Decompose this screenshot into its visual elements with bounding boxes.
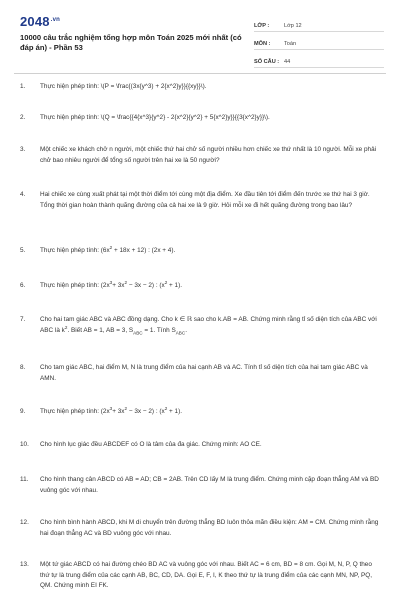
meta-label: MÔN : (254, 41, 271, 47)
question-text: Thực hiện phép tính: $(2x^3+ 3x^2 - 3x - 2)$ : $(x^2 + 1)$. (40, 405, 183, 415)
site-logo[interactable] (20, 14, 60, 29)
question-number: 2. (20, 114, 26, 121)
question-item (20, 113, 382, 124)
question-number: 1. (20, 83, 26, 90)
meta-table (254, 16, 384, 70)
question-text: Một chiếc xe khách chở n người, một chiếc thứ hai chở số người nhiều hơn chiếc xe thứ nhất là 10 người. Mỗi xe phải chở bao nhiêu người để tổng số người trên hai xe là 50 người? (40, 146, 377, 164)
question-item (20, 246, 382, 257)
meta-label: LỚP : (254, 23, 270, 29)
logo-text: 2048 (20, 14, 50, 29)
question-item (20, 518, 382, 539)
meta-row-class (254, 16, 384, 32)
question-text: Cho hình bình hành ABCD, khi M di chuyển trên đường thẳng BD luôn thỏa mãn điều kiện: AM = CM. Chứng minh rằng hai đoạn thẳng AC và BD vuông góc với nhau. (40, 519, 379, 537)
header-divider (14, 73, 386, 74)
question-number: 13. (20, 561, 29, 568)
question-text: Một tứ giác ABCD có hai đường chéo BD AC và vuông góc với nhau. Biết AC = 6 cm, BD = 8 cm. Gọi M, N, P, Q theo thứ tự là trung điểm của các cạnh AB, BC, CD, DA. Gọi E, F, I, K theo thứ tự là trung điểm của các cạnh MN, NP, PQ, QM. Chứng minh EI FK. (40, 561, 373, 589)
question-text: Thực hiện phép tính: \(Q = \frac{{4{x^3}{y^2} - 2{x^2}{y^2} + 5{x^2}y}}{{3{x^2}y}}\). (40, 114, 270, 121)
question-number: 11. (20, 476, 29, 483)
question-text: Thực hiện phép tính: $(2x^3+ 3x^2 - 3x - 2)$ : $(x^2 + 1)$. (40, 279, 183, 289)
question-number: 6. (20, 282, 26, 289)
question-text: Cho hình lục giác đều ABCDEF có O là tâm của đa giác. Chứng minh: AO CE. (40, 441, 262, 448)
question-number: 3. (20, 146, 26, 153)
question-item (20, 315, 382, 336)
question-text: Hai chiếc xe cùng xuất phát tại một thời điểm tới cùng một địa điểm. Xe đầu tiên tới điểm đến trước xe thứ hai 3 giờ. Tổng thời gian hoàn thành quãng đường của cả hai xe là 9 giờ. Hỏi mỗi xe đi hết quãng đường trong bao lâu? (40, 191, 370, 209)
question-number: 4. (20, 191, 26, 198)
question-text: Cho hình thang cân ABCD có AB = AD; CB = 2AB. Trên CD lấy M là trung điểm. Chứng minh cặp đoạn thẳng AM và BD vuông góc với nhau. (40, 476, 379, 494)
question-number: 9. (20, 408, 26, 415)
question-item (20, 190, 382, 211)
question-number: 8. (20, 364, 26, 371)
meta-value: Lớp 12 (284, 23, 302, 29)
question-item (20, 440, 382, 451)
question-number: 5. (20, 247, 26, 254)
meta-row-count (254, 52, 384, 68)
question-item (20, 475, 382, 496)
question-item (20, 281, 382, 292)
meta-row-subject (254, 34, 384, 50)
question-text: Cho tam giác ABC, hai điểm M, N là trung điểm của hai cạnh AB và AC. Tính tỉ số diện tích của hai tam giác ABC và AMN. (40, 364, 368, 382)
document-header (0, 0, 400, 68)
question-text: Thực hiện phép tính: $(6x^2 + 18x + 12)$ : (2x + 4). (40, 244, 176, 254)
question-text: Cho hai tam giác ABC và ABC đồng dạng. Cho k ∈ ℝ sao cho k.AB = AB. Chứng minh rằng tỉ số diện tích của ABC với ABC là $k^2$. Biết AB = 1, AB = 3, $S_{ABC} = 1$. Tính $S_{ABC}$. (40, 316, 377, 335)
question-item (20, 363, 382, 384)
question-number: 7. (20, 316, 26, 323)
meta-value: 44 (284, 59, 291, 65)
meta-value: Toán (284, 41, 297, 47)
question-item (20, 560, 382, 592)
meta-label: SỐ CÂU : (254, 59, 280, 65)
logo-suffix: .vn (50, 16, 61, 23)
question-number: 10. (20, 441, 29, 448)
question-number: 12. (20, 519, 29, 526)
question-item (20, 82, 382, 93)
question-item (20, 407, 382, 418)
document-title: 10000 câu trắc nghiệm tổng hợp môn Toán 2025 mới nhất (có đáp án) - Phần 53 (20, 33, 242, 52)
question-item (20, 145, 382, 166)
question-text: Thực hiện phép tính: \(P = \frac{(3x{y^3) + 2{x^2}y}}{{xy}}\). (40, 83, 207, 90)
